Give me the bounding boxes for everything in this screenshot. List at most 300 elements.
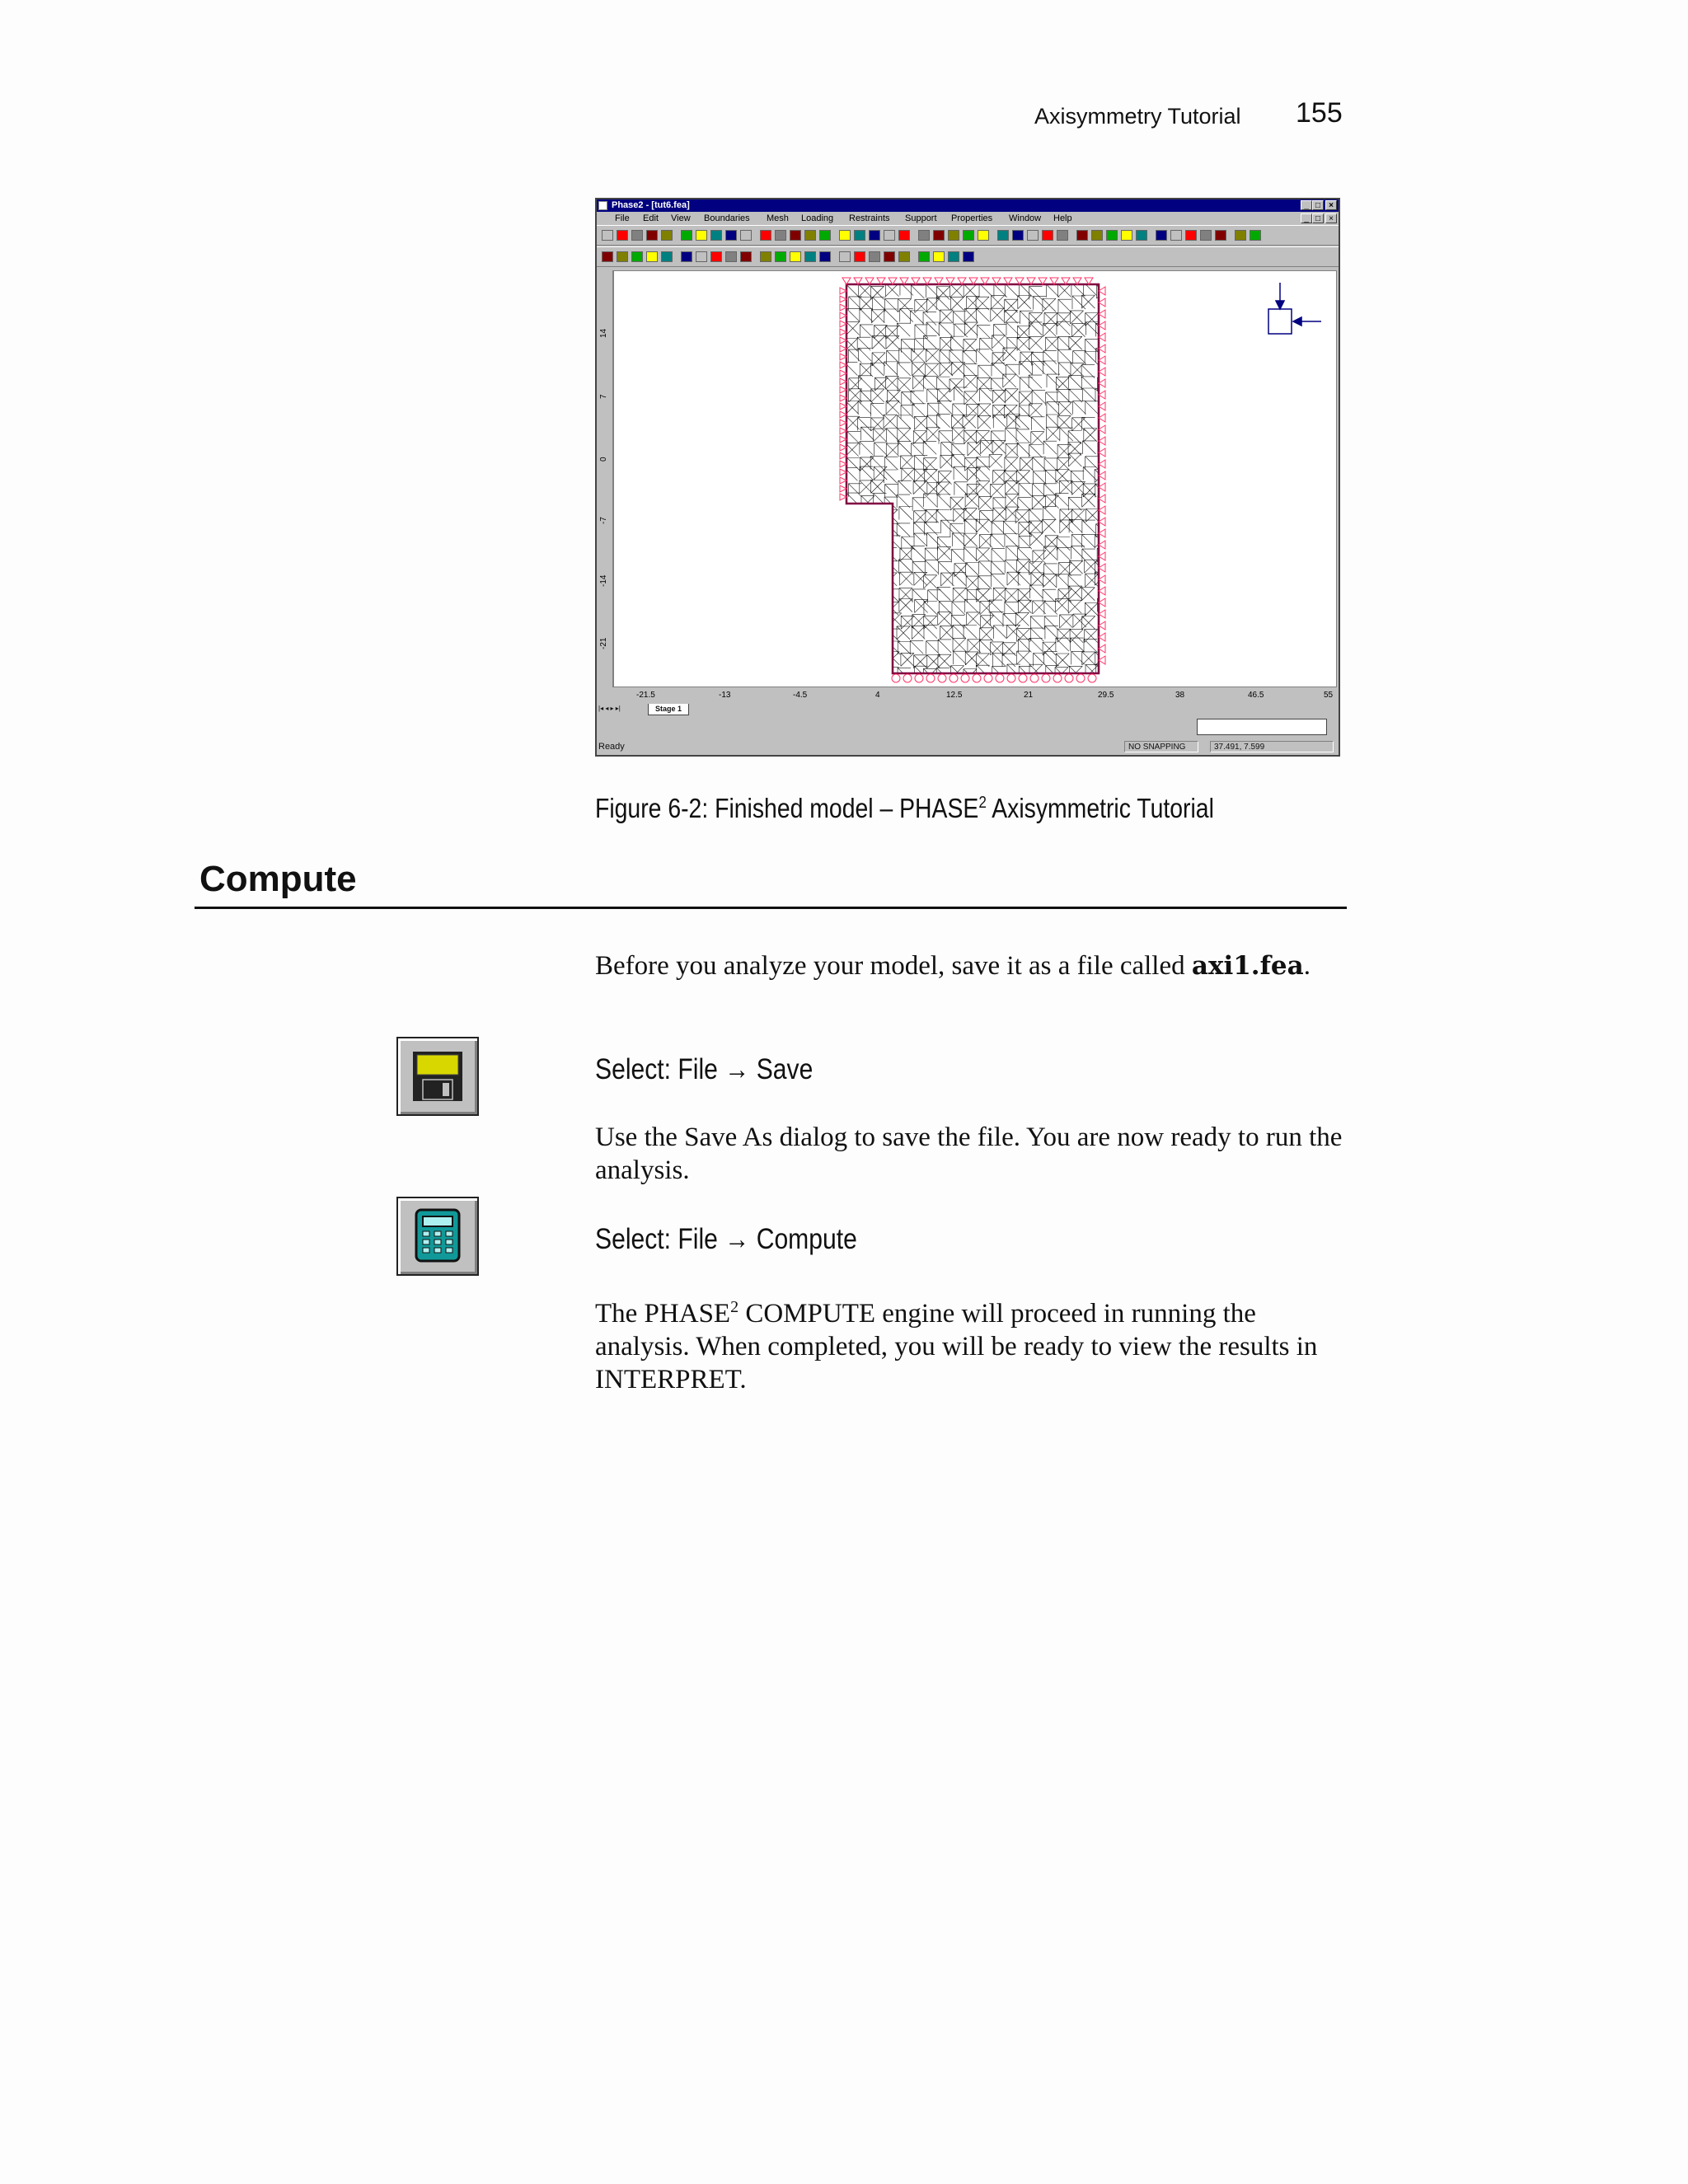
toolbar-button-icon[interactable]	[1012, 230, 1024, 241]
mesh-edge	[1029, 287, 1042, 300]
mesh-edge	[860, 325, 873, 338]
stage-tabbar	[597, 704, 1339, 715]
toolbar-button-icon[interactable]	[617, 230, 628, 241]
filename: axi1.fea	[1191, 951, 1304, 981]
toolbar-button-icon[interactable]	[681, 230, 692, 241]
menu-mesh[interactable]: Mesh	[767, 213, 789, 223]
mesh-edge	[898, 363, 911, 376]
mesh-edge	[862, 509, 875, 523]
mesh-edge	[875, 547, 889, 560]
mesh-edge	[858, 573, 871, 586]
toolbar-button-icon[interactable]	[1156, 230, 1167, 241]
toolbar-button-icon[interactable]	[760, 230, 771, 241]
toolbar-button-icon[interactable]	[1185, 230, 1197, 241]
mesh-edge	[844, 639, 857, 652]
mesh-edge	[846, 284, 860, 298]
mesh-edge	[1034, 471, 1047, 485]
mesh-edge	[927, 415, 940, 429]
hruler-tick: 46.5	[1248, 691, 1264, 700]
mesh-edge	[1019, 483, 1032, 496]
mesh-edge	[871, 521, 884, 534]
mesh-edge	[938, 640, 951, 653]
mesh-edge	[899, 507, 912, 520]
mesh-edge	[964, 547, 977, 560]
mesh-edge	[965, 599, 978, 612]
toolbar-button-icon[interactable]	[839, 251, 851, 262]
mesh-edge	[887, 641, 900, 654]
mesh-edge	[858, 376, 871, 389]
mesh-edge	[979, 561, 992, 574]
mesh-edge	[1030, 585, 1043, 598]
mesh-edge	[901, 405, 914, 419]
mesh-edge	[1098, 365, 1111, 378]
mesh-edge	[899, 560, 912, 573]
mesh-edge	[898, 480, 912, 494]
status-ready: Ready	[598, 742, 625, 752]
tab-nav-arrows-icon[interactable]: |◂ ◂ ▸ ▸|	[598, 705, 621, 712]
mesh-edge	[847, 432, 860, 445]
mesh-edge	[1055, 494, 1068, 507]
restore-icon[interactable]: □	[1312, 200, 1324, 210]
mesh-edge	[874, 560, 888, 573]
mesh-edge	[858, 417, 871, 430]
para1-end: .	[1303, 951, 1311, 981]
hruler-tick: 12.5	[946, 691, 963, 700]
mesh-edge	[1030, 616, 1043, 630]
mesh-edge	[858, 523, 871, 536]
mesh-edge	[964, 626, 977, 639]
mesh-edge	[874, 577, 887, 590]
para1-text: Before you analyze your model, save it as a file called	[595, 951, 1192, 981]
toolbar-button-icon[interactable]	[617, 251, 628, 262]
statusbar	[597, 738, 1339, 755]
mesh-edge	[980, 511, 993, 524]
toolbar-button-icon[interactable]	[696, 230, 707, 241]
toolbar-button-icon[interactable]	[646, 230, 658, 241]
mesh-edge	[859, 602, 872, 616]
toolbar-button-icon[interactable]	[696, 251, 707, 262]
mesh-edge	[1007, 664, 1020, 677]
cursor-coordinates: 37.491, 7.599	[1210, 741, 1334, 752]
mesh-edge	[845, 560, 858, 573]
figure-caption	[595, 793, 1214, 824]
toolbar-main	[597, 225, 1339, 246]
mesh-edge	[1057, 547, 1071, 560]
running-header: Axisymmetry Tutorial	[1034, 104, 1241, 129]
close-icon[interactable]: ×	[1325, 200, 1337, 210]
mesh-edge	[874, 626, 888, 640]
toolbar-button-icon[interactable]	[725, 230, 737, 241]
menu-support[interactable]: Support	[905, 213, 937, 223]
toolbar-button-icon[interactable]	[740, 251, 752, 262]
mesh-edge	[1058, 349, 1071, 363]
mesh-edge	[1031, 352, 1044, 365]
toolbar-button-icon[interactable]	[804, 251, 816, 262]
toolbar-button-icon[interactable]	[869, 230, 880, 241]
menu-window[interactable]: Window	[1009, 213, 1042, 223]
mesh-edge	[992, 561, 1005, 574]
mesh-edge	[1019, 405, 1032, 419]
toolbar-button-icon[interactable]	[884, 251, 895, 262]
toolbar-button-icon[interactable]	[790, 230, 801, 241]
menu-file[interactable]: File	[615, 213, 630, 223]
mesh-edge	[1082, 441, 1095, 454]
toolbar-button-icon[interactable]	[1235, 230, 1246, 241]
toolbar-button-icon[interactable]	[1250, 230, 1261, 241]
mesh-edge	[1069, 376, 1082, 389]
menubar	[597, 212, 1339, 225]
mesh-edge	[1018, 498, 1031, 511]
calculator-icon	[398, 1198, 477, 1274]
mesh-edge	[1019, 362, 1032, 375]
doc-restore-icon[interactable]: □	[1312, 213, 1324, 223]
toolbar-button-icon[interactable]	[1091, 230, 1103, 241]
hruler-tick: -13	[719, 691, 731, 700]
mesh-edge	[1005, 284, 1018, 297]
toolbar-button-icon[interactable]	[1042, 230, 1053, 241]
mesh-edge	[1016, 429, 1029, 443]
snapping-indicator[interactable]: NO SNAPPING	[1124, 741, 1198, 752]
toolbar-button-icon[interactable]	[631, 251, 643, 262]
mesh-edge	[898, 441, 911, 454]
mesh-edge	[874, 443, 888, 456]
mesh-edge	[897, 323, 910, 336]
mesh-edge	[858, 401, 871, 414]
mesh-edge	[870, 585, 884, 598]
toolbar-button-icon[interactable]	[1200, 230, 1212, 241]
mesh-edge	[844, 668, 857, 681]
toolbar-button-icon[interactable]	[898, 251, 910, 262]
mesh-edge	[872, 614, 885, 627]
mesh-edge	[1098, 626, 1111, 639]
mesh-edge	[845, 573, 858, 586]
toolbar-button-icon[interactable]	[854, 230, 865, 241]
mesh-edge	[951, 549, 964, 562]
tab-stage-1[interactable]: Stage 1	[648, 704, 689, 715]
menu-view[interactable]: View	[671, 213, 691, 223]
toolbar-button-icon[interactable]	[1027, 230, 1039, 241]
mesh-edge	[884, 309, 898, 322]
mesh-edge	[1068, 497, 1081, 510]
toolbar-button-icon[interactable]	[681, 251, 692, 262]
mesh-edge	[845, 523, 858, 536]
mesh-edge	[1057, 537, 1070, 551]
mesh-edge	[1058, 299, 1071, 312]
mesh-edge	[992, 549, 1005, 562]
save-button[interactable]	[396, 1037, 479, 1116]
mesh-edge	[1085, 457, 1099, 470]
mesh-edge	[1044, 652, 1057, 665]
mesh-edge	[924, 377, 937, 390]
toolbar-button-icon[interactable]	[839, 230, 851, 241]
mesh-edge	[1029, 509, 1042, 523]
toolbar-button-icon[interactable]	[997, 230, 1009, 241]
toolbar-button-icon[interactable]	[760, 251, 771, 262]
mesh-edge	[1085, 340, 1099, 353]
toolbar-button-icon[interactable]	[725, 251, 737, 262]
coordinate-input[interactable]	[1197, 719, 1327, 735]
mesh-edge	[884, 485, 898, 498]
restraint-symbol	[1042, 674, 1050, 682]
minimize-icon[interactable]: _	[1301, 200, 1312, 210]
restraint-symbol	[973, 674, 981, 682]
mesh-edge	[858, 523, 871, 536]
hruler-tick: 55	[1324, 691, 1334, 700]
mesh-edge	[860, 532, 874, 546]
toolbar-button-icon[interactable]	[1136, 230, 1147, 241]
mesh-edge	[936, 510, 950, 523]
mesh-edge	[1095, 484, 1109, 497]
mesh-edge	[923, 441, 936, 454]
mesh-edge	[924, 602, 937, 615]
mesh-edge	[951, 615, 964, 628]
mesh-edge	[857, 337, 870, 350]
mesh-edge	[1071, 546, 1085, 560]
mesh-edge	[1005, 560, 1018, 574]
toolbar-button-icon[interactable]	[602, 230, 613, 241]
toolbar-button-icon[interactable]	[740, 230, 752, 241]
toolbar-button-icon[interactable]	[661, 251, 673, 262]
restraint-symbol	[1053, 674, 1062, 682]
mesh-edge	[940, 520, 954, 533]
mesh-edge	[1069, 519, 1082, 532]
mesh-edge	[1043, 441, 1057, 454]
toolbar-button-icon[interactable]	[898, 230, 910, 241]
toolbar-button-icon[interactable]	[602, 251, 613, 262]
compute-button[interactable]	[396, 1197, 479, 1276]
mesh-edge	[871, 404, 884, 417]
toolbar-button-icon[interactable]	[631, 230, 643, 241]
mesh-edge	[845, 507, 858, 520]
toolbar-button-icon[interactable]	[819, 230, 831, 241]
mesh-edge	[951, 336, 964, 349]
mesh-edge	[912, 404, 926, 417]
mesh-edge	[875, 547, 889, 560]
mesh-edge	[950, 350, 963, 363]
mesh-edge	[861, 427, 874, 440]
mesh-edge	[911, 311, 924, 324]
mesh-edge	[871, 638, 884, 651]
restraint-symbol	[892, 674, 900, 682]
mesh-edge	[954, 324, 968, 337]
hruler-tick: 29.5	[1098, 691, 1114, 700]
section-divider	[195, 907, 1347, 909]
horizontal-ruler	[613, 687, 1337, 704]
mesh-edge	[888, 536, 901, 549]
mesh-edge	[849, 536, 862, 549]
hruler-tick: 4	[875, 691, 880, 700]
menu-help[interactable]: Help	[1053, 213, 1072, 223]
mesh-edge	[977, 466, 990, 480]
toolbar-button-icon[interactable]	[1057, 230, 1068, 241]
mesh-edge	[1029, 322, 1043, 335]
mesh-edge	[859, 653, 872, 666]
para3-superscript: 2	[730, 1298, 739, 1316]
restraint-symbol	[938, 674, 946, 682]
mesh-edge	[977, 665, 990, 678]
mesh-edge	[860, 466, 873, 480]
doc-close-icon[interactable]: ×	[1325, 213, 1337, 223]
mesh-edge	[897, 523, 910, 537]
mesh-edge	[977, 325, 990, 338]
mesh-edge	[1043, 361, 1057, 374]
mesh-edge	[978, 365, 992, 378]
mesh-edge	[978, 576, 992, 589]
doc-minimize-icon[interactable]: _	[1301, 213, 1312, 223]
axisymmetry-symbol-icon	[1268, 283, 1321, 334]
mesh-edge	[936, 297, 950, 310]
toolbar-button-icon[interactable]	[933, 251, 945, 262]
mesh-edge	[925, 548, 938, 561]
mesh-edge	[872, 667, 885, 680]
toolbar-button-icon[interactable]	[933, 230, 945, 241]
mesh-edge	[991, 378, 1004, 391]
mesh-edge	[937, 537, 950, 550]
model-canvas[interactable]	[613, 270, 1337, 687]
vruler-tick: 7	[599, 394, 608, 399]
mesh-edge	[870, 457, 884, 470]
paragraph-save-as: Use the Save As dialog to save the file. You are now ready to run the analysis.	[595, 1122, 1343, 1185]
para3-start: The PHASE	[595, 1299, 731, 1329]
toolbar-button-icon[interactable]	[1106, 230, 1118, 241]
mesh-edge	[872, 614, 885, 627]
mesh-edge	[1058, 363, 1071, 376]
toolbar-button-icon[interactable]	[918, 251, 930, 262]
hruler-tick: -21.5	[636, 691, 655, 700]
toolbar-button-icon[interactable]	[1121, 230, 1132, 241]
caption-suffix: Axisymmetric Tutorial	[986, 793, 1214, 823]
mesh-edge	[1015, 416, 1029, 429]
mesh-edge	[874, 626, 888, 640]
menu-boundaries[interactable]: Boundaries	[704, 213, 750, 223]
restraint-symbol	[926, 674, 935, 682]
toolbar-button-icon[interactable]	[710, 230, 722, 241]
menu-edit[interactable]: Edit	[643, 213, 659, 223]
mesh-edge	[849, 536, 862, 549]
para3-rest: COMPUTE engine will proceed in running the analysis. When completed, you will be ready to view the results in INTERPRET.	[595, 1299, 1318, 1394]
mesh-edge	[991, 431, 1004, 444]
mesh-edge	[1029, 444, 1043, 457]
toolbar-button-icon[interactable]	[646, 251, 658, 262]
mesh-edge	[884, 470, 897, 483]
vertical-ruler	[597, 270, 613, 687]
mesh-edge	[952, 454, 965, 467]
toolbar-button-icon[interactable]	[790, 251, 801, 262]
mesh-edge	[848, 600, 861, 613]
mesh-edge	[848, 600, 861, 613]
mesh-edge	[1003, 522, 1016, 535]
restraint-symbol	[961, 674, 969, 682]
mesh-edge	[1084, 639, 1097, 652]
mesh-edge	[967, 589, 980, 602]
menu-loading[interactable]: Loading	[801, 213, 834, 223]
vruler-tick: 14	[599, 328, 608, 338]
mesh-edge	[977, 457, 990, 471]
toolbar-button-icon[interactable]	[775, 230, 786, 241]
vruler-tick: -21	[599, 637, 608, 649]
toolbar-button-icon[interactable]	[1215, 230, 1226, 241]
mesh-edge	[937, 587, 950, 600]
mesh-edge	[848, 550, 861, 563]
mesh-edge	[846, 586, 859, 599]
mesh-edge	[1046, 392, 1059, 405]
mesh-edge	[858, 573, 871, 586]
toolbar-button-icon[interactable]	[948, 230, 959, 241]
mesh-edge	[1047, 374, 1060, 387]
mesh-edge	[1029, 638, 1043, 651]
mesh-edge	[926, 284, 939, 298]
toolbar-button-icon[interactable]	[661, 230, 673, 241]
toolbar-button-icon[interactable]	[854, 251, 865, 262]
mesh-edge	[860, 308, 873, 321]
toolbar-button-icon[interactable]	[775, 251, 786, 262]
restraint-symbol	[903, 674, 912, 682]
mesh-edge	[1082, 388, 1095, 401]
toolbar-button-icon[interactable]	[804, 230, 816, 241]
mesh-edge	[1069, 389, 1082, 402]
paragraph-save-intro	[595, 949, 1353, 982]
mesh-edge	[989, 600, 1002, 613]
mesh-edge	[1057, 390, 1071, 403]
mesh-edge	[953, 573, 966, 586]
restraint-symbol	[950, 674, 958, 682]
mesh-edge	[846, 625, 859, 638]
restraint-symbol	[1076, 674, 1085, 682]
mesh-edge	[857, 640, 870, 653]
mesh-edge	[849, 612, 862, 626]
mesh-edge	[858, 628, 871, 641]
mesh-edge	[911, 391, 924, 404]
toolbar-button-icon[interactable]	[963, 230, 974, 241]
mesh-edge	[954, 387, 968, 401]
menu-restraints[interactable]: Restraints	[849, 213, 890, 223]
toolbar-button-icon[interactable]	[819, 251, 831, 262]
mesh-edge	[873, 508, 886, 521]
mesh-edge	[860, 391, 874, 404]
toolbar-button-icon[interactable]	[710, 251, 722, 262]
toolbar-button-icon[interactable]	[884, 230, 895, 241]
instruction-select-compute: Select: File → Compute	[595, 1223, 857, 1255]
page-number: 155	[1296, 97, 1343, 129]
toolbar-button-icon[interactable]	[1170, 230, 1182, 241]
mesh-edge	[939, 401, 952, 414]
mesh-edge	[923, 312, 936, 326]
toolbar-button-icon[interactable]	[963, 251, 974, 262]
floppy-disk-icon	[398, 1038, 477, 1114]
restraint-symbol	[1088, 674, 1096, 682]
mesh-edge	[991, 534, 1004, 547]
mesh-edge	[874, 560, 888, 573]
mesh-edge	[977, 349, 990, 363]
mesh-edge	[914, 533, 927, 546]
mesh-edge	[952, 602, 965, 615]
toolbar-button-icon[interactable]	[869, 251, 880, 262]
mesh-edge	[1057, 574, 1070, 588]
mesh-edge	[914, 456, 927, 469]
toolbar-button-icon[interactable]	[978, 230, 989, 241]
mesh-elements	[844, 282, 1113, 682]
paragraph-compute-result	[595, 1291, 1353, 1396]
mesh-edge	[912, 546, 925, 559]
mesh-edge	[871, 363, 884, 376]
menu-properties[interactable]: Properties	[951, 213, 993, 223]
mesh-edge	[901, 340, 914, 353]
mesh-edge	[874, 533, 888, 546]
mesh-edge	[873, 654, 886, 667]
toolbar-button-icon[interactable]	[948, 251, 959, 262]
toolbar-button-icon[interactable]	[918, 230, 930, 241]
toolbar-button-icon[interactable]	[1076, 230, 1088, 241]
